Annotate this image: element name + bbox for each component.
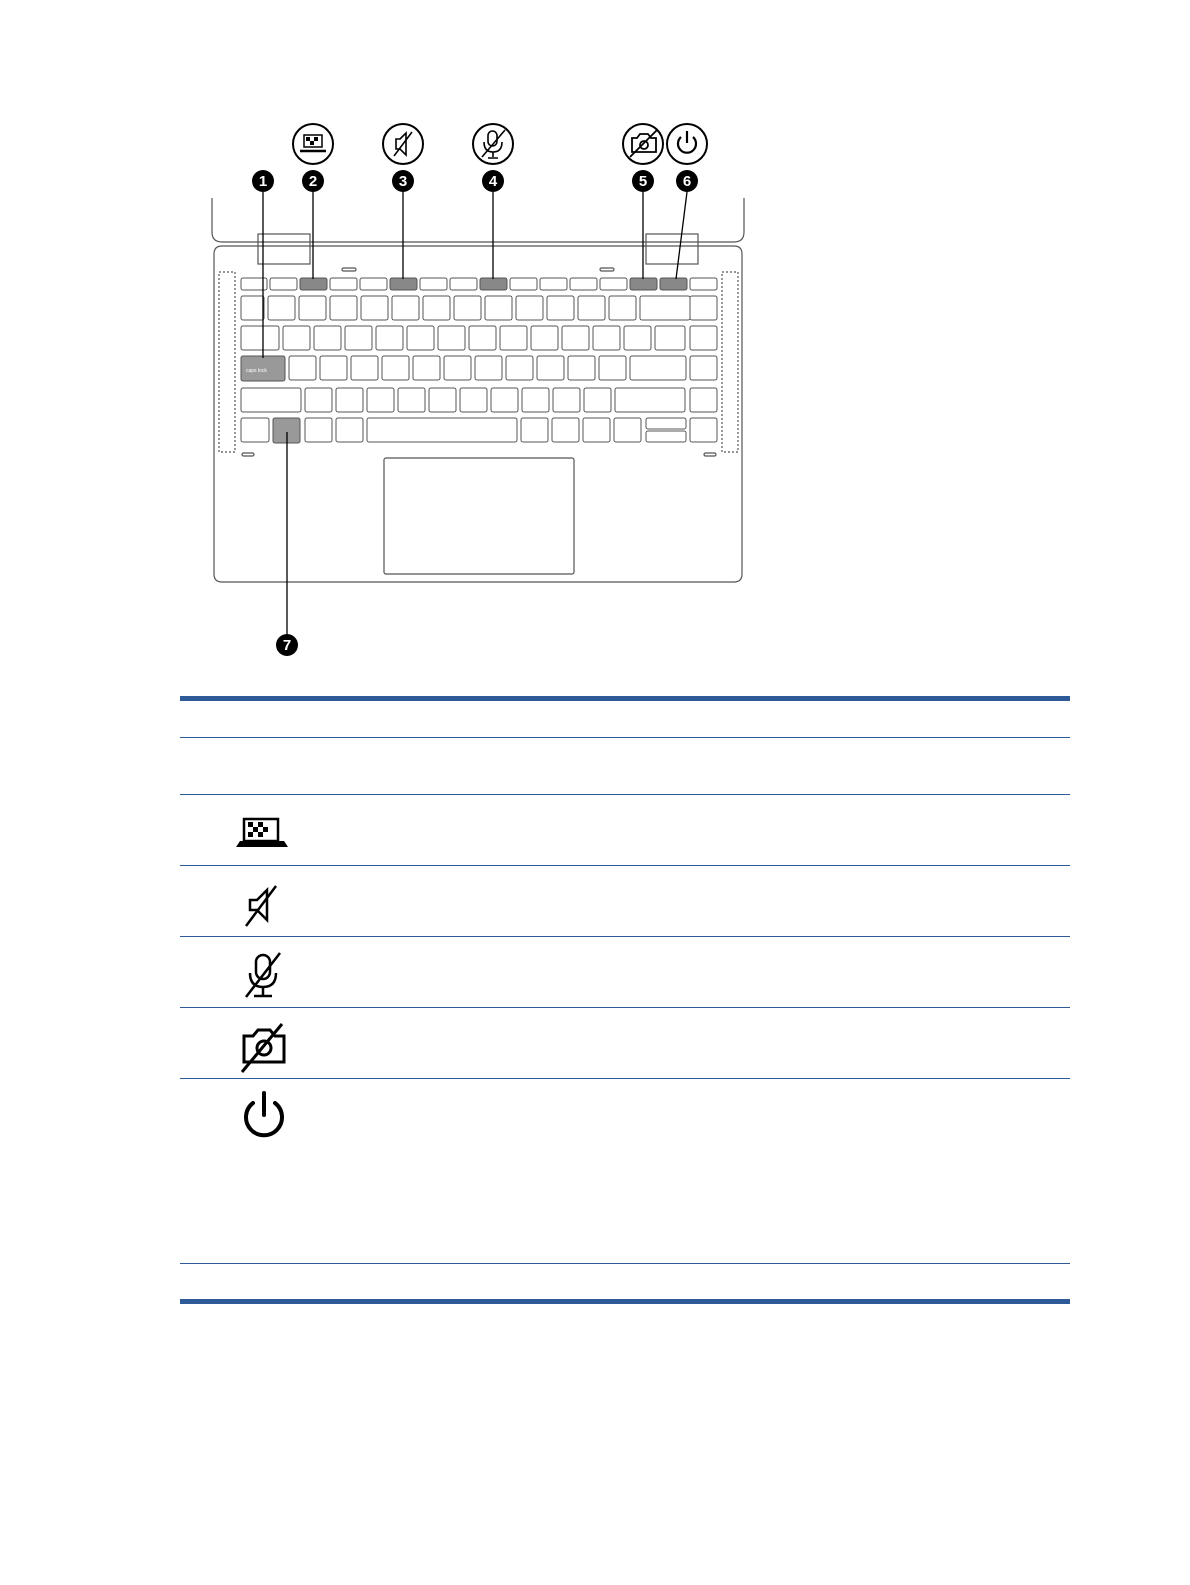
touchpad: [384, 458, 574, 574]
key: [537, 356, 564, 380]
table-header: [180, 701, 1070, 737]
key: [510, 278, 537, 290]
power-icon: [678, 131, 696, 153]
key: [241, 296, 264, 320]
key: [690, 356, 717, 380]
key: [299, 296, 326, 320]
key: [568, 356, 595, 380]
key: [241, 326, 279, 350]
key: [690, 326, 717, 350]
key: [336, 388, 363, 412]
screen-record-icon: [300, 135, 326, 151]
table-row: [180, 737, 1070, 794]
key: [547, 296, 574, 320]
key: [646, 431, 686, 442]
key: [516, 296, 543, 320]
key: [578, 296, 605, 320]
key: [690, 296, 717, 320]
speaker-grille-left: [219, 272, 235, 452]
table-row: [180, 1007, 1070, 1078]
key: [367, 388, 394, 412]
key: [305, 388, 332, 412]
key: [531, 326, 558, 350]
key: [361, 296, 388, 320]
key: [398, 388, 425, 412]
display-bezel: [212, 198, 744, 242]
key: [491, 388, 518, 412]
key: [584, 388, 611, 412]
microphone-mute-icon: [482, 130, 505, 158]
key: [469, 326, 496, 350]
table-row: [180, 865, 1070, 936]
key: [655, 326, 685, 350]
key: [640, 296, 690, 320]
camera-off-icon: [236, 1018, 292, 1074]
key: [690, 388, 717, 412]
key: [423, 296, 450, 320]
indicator-slot: [704, 453, 716, 456]
key: [552, 418, 579, 442]
screen-record-icon: [236, 805, 292, 861]
key: [382, 356, 409, 380]
key: [413, 356, 440, 380]
key: [624, 326, 651, 350]
table-bottom-rule: [180, 1299, 1070, 1304]
key: [593, 326, 620, 350]
indicator-slot: [342, 268, 356, 271]
key: [599, 356, 626, 380]
caps-lock-key-label: caps lock: [246, 368, 267, 374]
key: [420, 278, 447, 290]
camera-off-icon: [630, 130, 657, 157]
table-row: [180, 1078, 1070, 1263]
callout-number: 5: [638, 173, 648, 190]
key: [615, 388, 685, 412]
key: [570, 278, 597, 290]
callout-icon-row: [293, 124, 707, 164]
key-camera-off: [630, 278, 657, 290]
key: [241, 418, 269, 442]
speaker-mute-icon: [394, 132, 412, 156]
callout-number: 2: [308, 173, 318, 190]
key: [690, 418, 717, 442]
key-screen-record: [300, 278, 327, 290]
callout-number: 7: [282, 637, 292, 654]
keyboard-figure: [0, 0, 1190, 680]
key-microphone-mute: [480, 278, 507, 290]
key: [583, 418, 610, 442]
key: [460, 388, 487, 412]
key: [268, 296, 295, 320]
key: [690, 278, 717, 290]
table-row: [180, 1263, 1070, 1299]
key: [241, 388, 301, 412]
key: [614, 418, 641, 442]
key: [376, 326, 403, 350]
key: [475, 356, 502, 380]
key: [454, 296, 481, 320]
key: [336, 418, 363, 442]
callout-number: 1: [258, 173, 268, 190]
callout-number: 6: [682, 173, 692, 190]
key: [351, 356, 378, 380]
key: [330, 278, 357, 290]
speaker-mute-icon: [236, 876, 292, 932]
microphone-mute-icon: [236, 947, 292, 1003]
key: [444, 356, 471, 380]
key: [630, 356, 686, 380]
table-row: [180, 794, 1070, 865]
key: [485, 296, 512, 320]
key: [600, 278, 627, 290]
key: [553, 388, 580, 412]
speaker-grille-right: [722, 272, 738, 452]
key: [270, 278, 297, 290]
key: [367, 418, 517, 442]
callout-number: 4: [488, 173, 498, 190]
key: [438, 326, 465, 350]
key-speaker-mute: [390, 278, 417, 290]
table-row: [180, 936, 1070, 1007]
component-table: [180, 696, 1070, 1304]
key: [540, 278, 567, 290]
key: [521, 418, 548, 442]
power-icon: [236, 1089, 292, 1145]
callout-number: 3: [398, 173, 408, 190]
key: [522, 388, 549, 412]
hinge-left: [258, 234, 310, 264]
callout-leader-line: [676, 192, 687, 279]
key: [407, 326, 434, 350]
indicator-slot: [242, 453, 254, 456]
key: [314, 326, 341, 350]
key: [506, 356, 533, 380]
indicator-slot: [600, 268, 614, 271]
key: [305, 418, 332, 442]
key: [646, 418, 686, 429]
key: [609, 296, 636, 320]
key-power: [660, 278, 687, 290]
key: [283, 326, 310, 350]
key: [345, 326, 372, 350]
key: [450, 278, 477, 290]
key: [392, 296, 419, 320]
key: [360, 278, 387, 290]
key: [429, 388, 456, 412]
key: [289, 356, 316, 380]
key: [562, 326, 589, 350]
key: [500, 326, 527, 350]
key: [320, 356, 347, 380]
hinge-right: [646, 234, 698, 264]
key: [330, 296, 357, 320]
